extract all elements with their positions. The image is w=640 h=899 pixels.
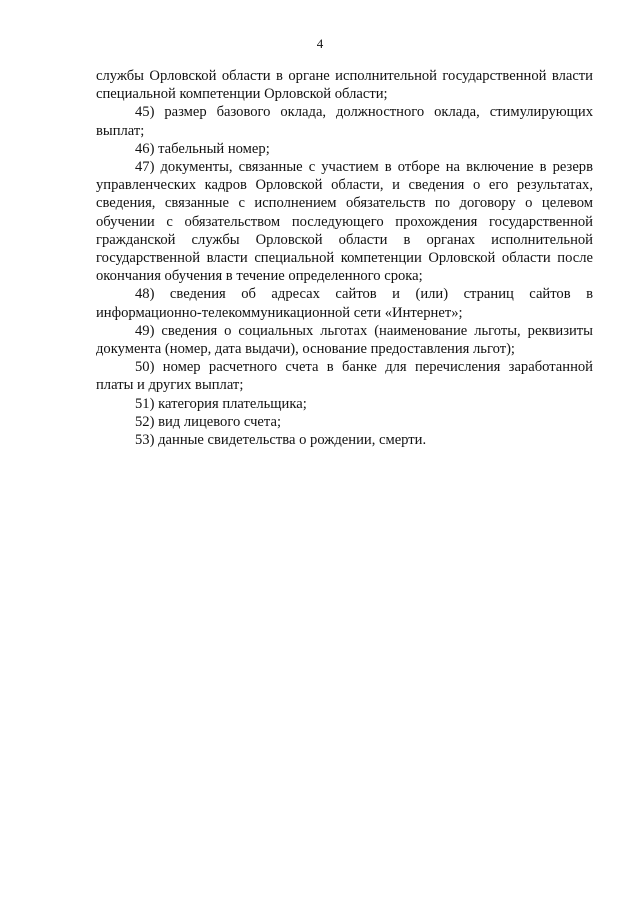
list-item-48: 48) сведения об адресах сайтов и (или) страниц сайтов в информационно-телекоммуникационной сети «Интернет»; <box>96 286 593 321</box>
list-item-45: 45) размер базового оклада, должностного оклада, стимулирующих выплат; <box>96 104 593 139</box>
list-item-50: 50) номер расчетного счета в банке для перечисления заработанной платы и других выплат; <box>96 359 593 394</box>
list-item-51: 51) категория плательщика; <box>135 395 307 412</box>
page-number: 4 <box>316 36 324 51</box>
paragraph-continuation: службы Орловской области в органе исполнительной государственной власти специальной компетенции Орловской области; <box>96 68 593 103</box>
list-item-53: 53) данные свидетельства о рождении, смерти. <box>135 432 427 449</box>
list-item-46: 46) табельный номер; <box>135 140 270 157</box>
list-item-49: 49) сведения о социальных льготах (наименование льготы, реквизиты документа (номер, дата выдачи), основание предоставления льгот); <box>96 322 593 358</box>
list-item-52: 52) вид лицевого счета; <box>135 413 282 430</box>
list-item-47: 47) документы, связанные с участием в отборе на включение в резерв управленческих кадров Орловской области, и сведения о его результатах, сведения, связанные с исполнением обязательств по договору о целевом обучении с обязательством последующего прохождения государственной гражданской службы Орловской области в органах исполнительной государственной власти специальной компетенции Орловской области после окончания обучения в течение определенного срока; <box>96 159 593 285</box>
document-body <box>96 67 593 449</box>
